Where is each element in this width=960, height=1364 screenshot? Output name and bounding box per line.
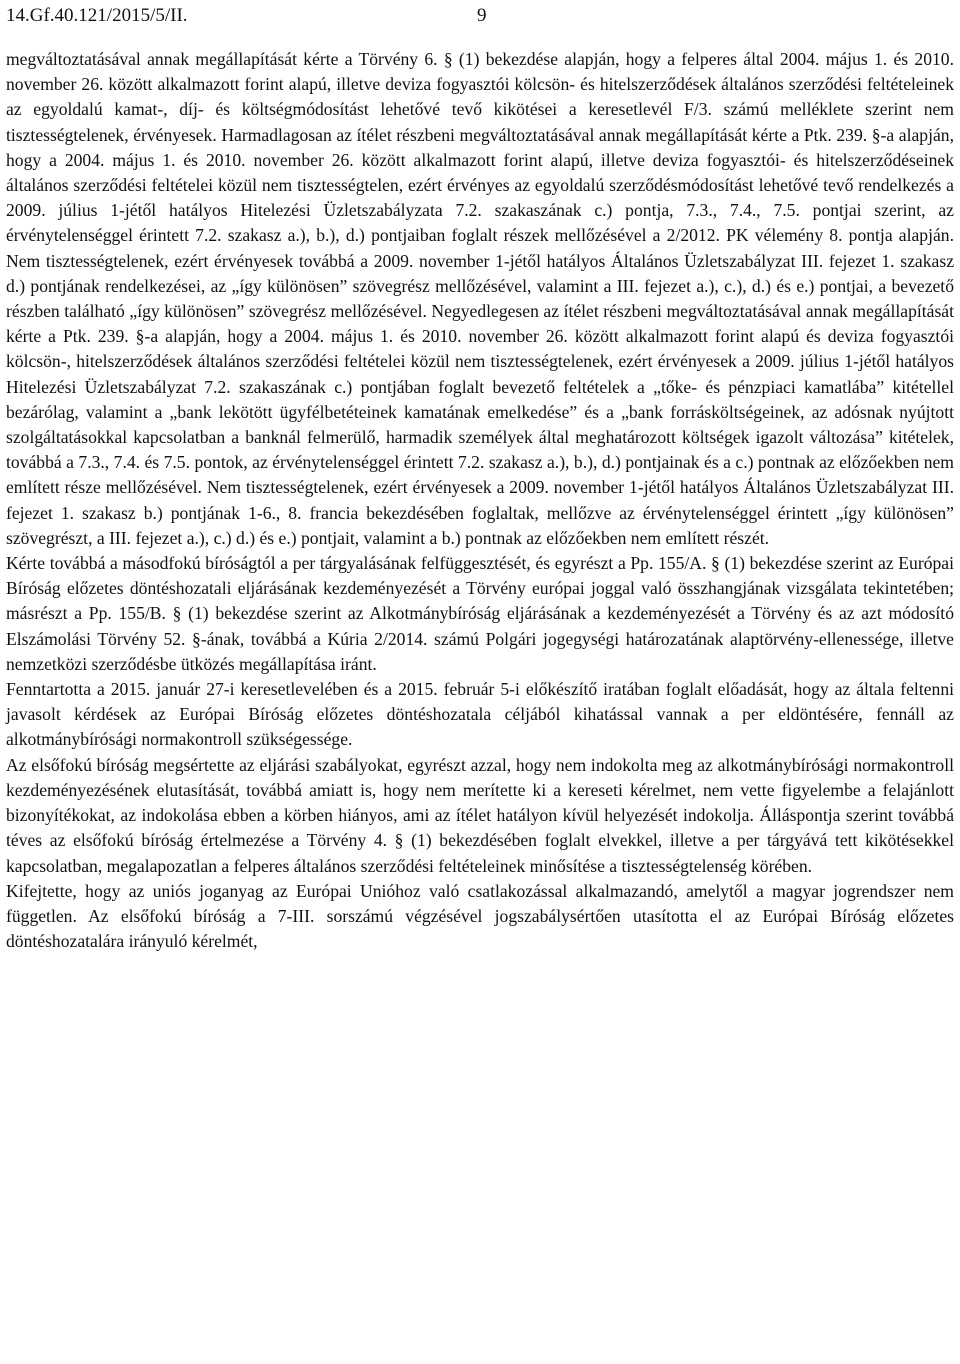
paragraph-suspension-request: Kérte továbbá a másodfokú bíróságtól a per tárgyalásának felfüggesztését, és egyrészt a Pp. 155/A. § (1) bekezdése szerint az Európai Bíróság előzetes döntéshozatali eljárásának kezdeményezését a Törvény európai joggal való összhangjának vizsgálata tekintetében; másrészt a Pp. 155/B. § (1) bekezdése szerint az Alkotmánybíróság eljárásának a kezdeményezését a Törvény és az azt módosító Elszámolási Törvény 52. §-ának, továbbá a Kúria 2/2014. számú Polgári jogegységi határozatának alaptörvény-ellenessége, illetve nemzetközi szerződésbe ütközés megállapítása iránt. [6, 553, 954, 674]
page-number: 9 [477, 5, 487, 26]
paragraph-procedural-violation: Az elsőfokú bíróság megsértette az eljárási szabályokat, egyrészt azzal, hogy nem indokolta meg az alkotmánybírósági normakontroll kezdeményezésének elutasítását, továbbá amiatt is, hogy nem merítette ki a kereseti kérelmet, nem vette figyelembe a felajánlott bizonyítékokat, az indokolása ebben a körben hiányos, ami az ítélet hatályon kívül helyezését indokolja. Álláspontja szerint továbbá téves az elsőfokú bíróság értelmezése a Törvény 4. § (1) bekezdésében foglalt elvekkel, illetve a per tárgyává tett kikötésekkel kapcsolatban, megalapozatlan a felperes általános szerződési feltételeinek minősítése a tisztességtelenség körében. [6, 754, 954, 876]
page-header [6, 4, 954, 28]
document-body [6, 47, 954, 954]
paragraph-eu-law: Kifejtette, hogy az uniós joganyag az Európai Unióhoz való csatlakozással alkalmazandó, amelytől a magyar jogrendszer nem független. Az elsőfokú bíróság a 7-III. sorszámú végzésével jogszabálysértően utasította el az Európai Bíróság előzetes döntéshozatalára irányuló kérelmét, [6, 880, 954, 952]
paragraph-continuation: megváltoztatásával annak megállapítását kérte a Törvény 6. § (1) bekezdése alapján, hogy a felperes által 2004. május 1. és 2010. november 26. között alkalmazott forint alapú, illetve deviza fogyasztói kölcsön- és hitelszerződések általános szerződési feltételeinek az egyoldalú kamat-, díj- és költségmódosítást lehetővé tevő kikötései a keresetlevél F/3. számú melléklete szerint nem tisztességtelenek, érvényesek. Harmadlagosan az ítélet részbeni megváltoztatásával annak megállapítását kérte a Ptk. 239. §-a alapján, hogy a 2004. május 1. és 2010. november 26. között alkalmazott forint alapú, illetve deviza fogyasztói- és hitelszerződéseinek általános szerződési feltételei közül nem tisztességtelen, ezért érvényes az egyoldalú szerződésmódosítást lehetővé tevő rendelkezés a 2009. július 1-jétől hatályos Hitelezési Üzletszabályzata 7.2. szakaszának c.) pontja, 7.3., 7.4., 7.5. pontjai szerint, az érvénytelenséggel érintett 7.2. szakasz a.), b.), d.) pontjaiban foglalt részek mellőzésével a 2/2012. PK vélemény 8. pontja alapján. Nem tisztességtelenek, ezért érvényesek továbbá a 2009. november 1-jétől hatályos Általános Üzletszabályzat III. fejezet 1. szakasz d.) pontjának rendelkezései, az „így különösen” szövegrész mellőzésével, valamint a III. fejezet a.), c.), d.) és e.) pontjai, a bevezető részben található „így különösen” szövegrész mellőzésével. Negyedlegesen az ítélet részbeni megváltoztatásával annak megállapítását kérte a Ptk. 239. §-a alapján, hogy a 2004. május 1. és 2010. november 26. között alkalmazott forint alapú és deviza fogyasztói kölcsön-, hitelszerződések általános szerződési feltételei közül nem tisztességtelenek, ezért érvényesek a 2009. július 1-jétől hatályos Hitelezési Üzletszabályzat 7.2. szakaszának c.) pontjában foglalt bevezető feltételek a „tőke- és pénzpiaci kamatlába” kitétellel bezárólag, valamint a „bank lekötött ügyfélbetéteinek kamatának emelkedése” és a „bank forrásköltségeinek, az adósnak nyújtott szolgáltatásokkal kapcsolatban a banknál felmerülő, harmadik személyek által meghatározott költségek igazolt változása” kitételek, továbbá a 7.3., 7.4. és 7.5. pontok, az érvénytelenséggel érintett 7.2. szakasz a.), b.), d.) pontjainak és a c.) pontnak az előzőekben nem említett része mellőzésével. Nem tisztességtelenek, ezért érvényesek a 2009. november 1-jétől hatályos Általános Üzletszabályzat III. fejezet 1. szakasz b.) pontjának 1-6., 8. francia bekezdésében foglaltak, mellőzve az érvénytelenséggel érintett „így különösen” szövegrészt, a III. fejezet a.), c.) d.) és e.) pontjait, valamint a b.) pontnak az előzőekben nem említett részét. [6, 49, 954, 548]
paragraph-maintained-submission: Fenntartotta a 2015. január 27-i keresetlevelében és a 2015. február 5-i előkészítő iratában foglalt előadását, hogy az általa feltenni javasolt kérdések az Európai Bíróság előzetes döntéshozatala céljából kihatással vannak a per eldöntésére, fennáll az alkotmánybírósági normakontroll szükségessége. [6, 679, 954, 750]
case-number: 14.Gf.40.121/2015/5/II. [6, 5, 188, 26]
